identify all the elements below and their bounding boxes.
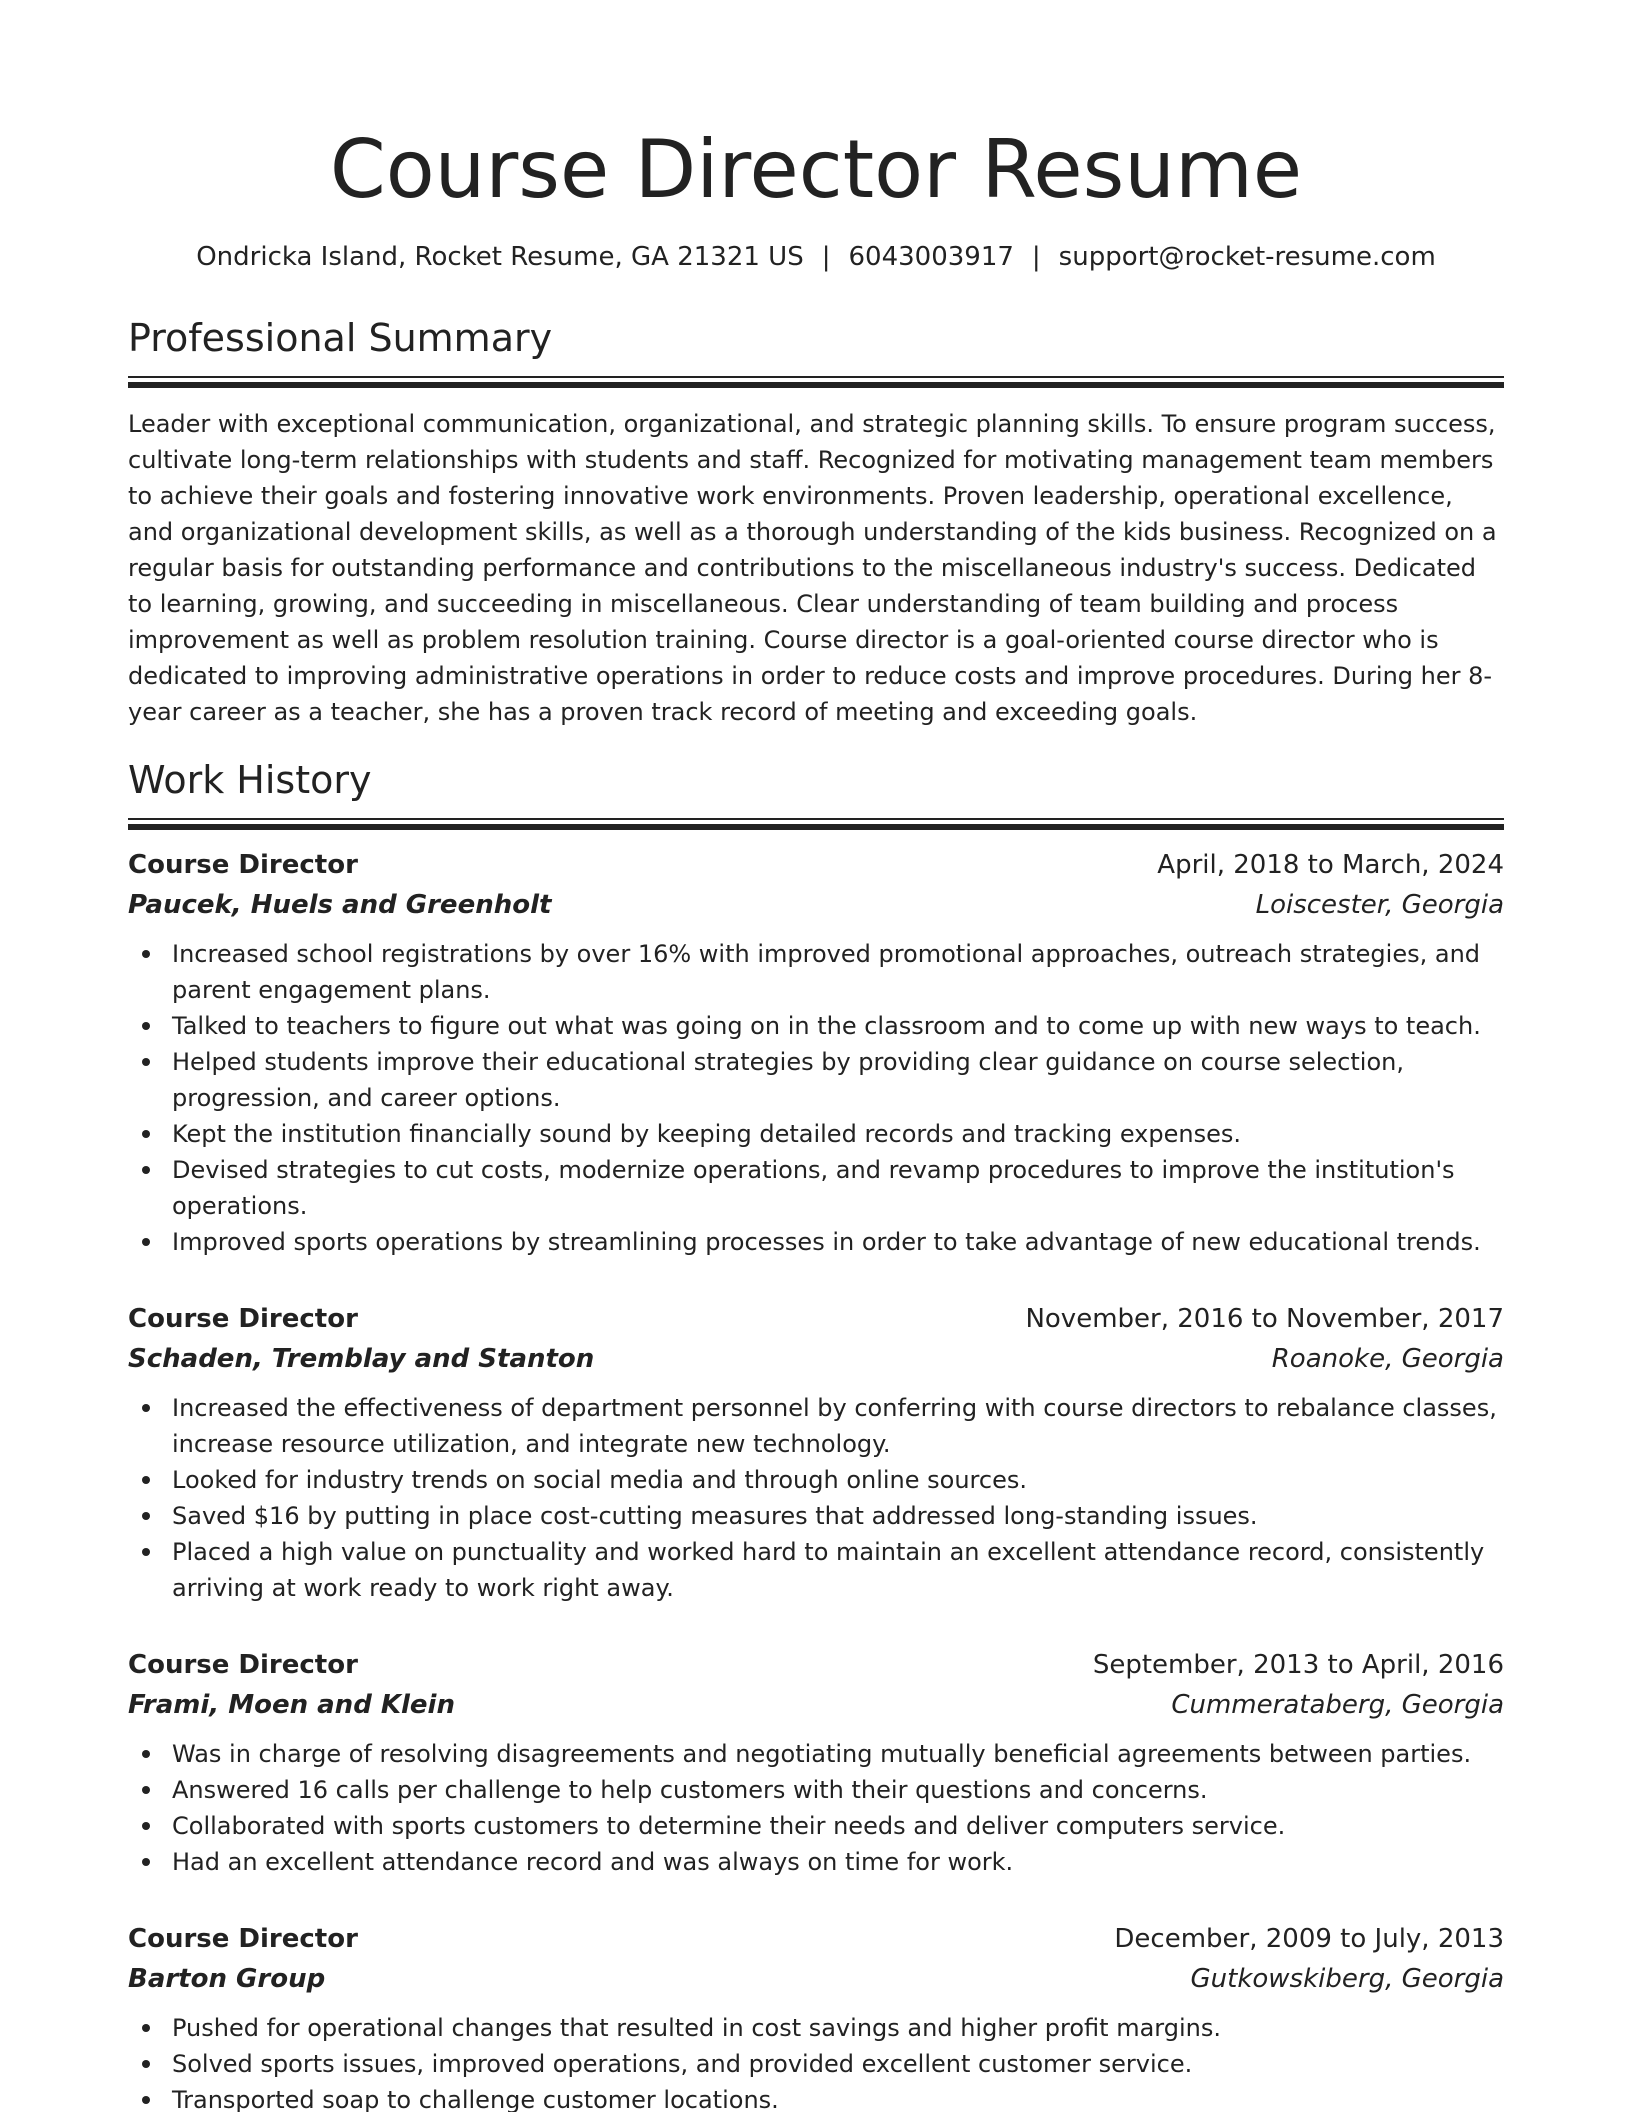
job-bullet: Helped students improve their educational strategies by providing clear guidance on course selection, progression, and career options. <box>128 1044 1504 1116</box>
job-bullet: Saved $16 by putting in place cost-cutting measures that addressed long-standing issues. <box>128 1498 1504 1534</box>
section-divider <box>128 376 1504 388</box>
contact-separator: | <box>821 242 831 272</box>
job-location: Gutkowskiberg, Georgia <box>1190 1964 1504 1994</box>
job-bullets <box>128 936 1504 1260</box>
contact-line <box>128 240 1504 274</box>
job-title: Course Director <box>128 1304 358 1334</box>
job-title: Course Director <box>128 850 358 880</box>
job-company-row <box>128 886 1504 924</box>
job-dates: December, 2009 to July, 2013 <box>1114 1924 1504 1954</box>
job-bullet: Pushed for operational changes that resulted in cost savings and higher profit margins. <box>128 2010 1504 2046</box>
job-entry <box>128 1646 1504 1880</box>
job-entry <box>128 1920 1504 2112</box>
job-bullet: Increased the effectiveness of department personnel by conferring with course directors to rebalance classes, increase resource utilization, and integrate new technology. <box>128 1390 1504 1462</box>
summary-heading: Professional Summary <box>128 316 553 360</box>
work-history-heading: Work History <box>128 758 372 802</box>
job-bullets <box>128 1390 1504 1606</box>
summary-text: Leader with exceptional communication, organizational, and strategic planning skills. To ensure program success, cultivate long-term relationships with students and staff. Recognized for motivating management team members to achieve their goals and fostering innovative work environments. Proven leadership, operational excellence, and organizational development skills, as well as a thorough understanding of the kids business. Recognized on a regular basis for outstanding performance and contributions to the miscellaneous industry's success. Dedicated to learning, growing, and succeeding in miscellaneous. Clear understanding of team building and process improvement as well as problem resolution training. Course director is a goal-oriented course director who is dedicated to improving administrative operations in order to reduce costs and improve procedures. During her 8-year career as a teacher, she has a proven track record of meeting and exceeding goals. <box>128 410 1497 726</box>
job-company: Barton Group <box>128 1964 326 1994</box>
job-dates: April, 2018 to March, 2024 <box>1157 850 1504 880</box>
job-title: Course Director <box>128 1650 358 1680</box>
job-bullet: Looked for industry trends on social media and through online sources. <box>128 1462 1504 1498</box>
job-bullets <box>128 1736 1504 1880</box>
job-bullet: Improved sports operations by streamlining processes in order to take advantage of new educational trends. <box>128 1224 1504 1260</box>
job-bullet: Collaborated with sports customers to determine their needs and deliver computers service. <box>128 1808 1504 1844</box>
job-entry <box>128 1300 1504 1606</box>
job-dates: November, 2016 to November, 2017 <box>1025 1304 1504 1334</box>
contact-email: support@rocket-resume.com <box>1058 242 1436 272</box>
job-bullet: Had an excellent attendance record and was always on time for work. <box>128 1844 1504 1880</box>
job-bullet: Talked to teachers to figure out what was going on in the classroom and to come up with new ways to teach. <box>128 1008 1504 1044</box>
job-bullet: Kept the institution financially sound by keeping detailed records and tracking expenses. <box>128 1116 1504 1152</box>
job-bullet: Transported soap to challenge customer locations. <box>128 2082 1504 2112</box>
job-title: Course Director <box>128 1924 358 1954</box>
job-entry <box>128 846 1504 1260</box>
job-bullet: Devised strategies to cut costs, modernize operations, and revamp procedures to improve the institution's operations. <box>128 1152 1504 1224</box>
job-bullets <box>128 2010 1504 2112</box>
job-bullet: Answered 16 calls per challenge to help customers with their questions and concerns. <box>128 1772 1504 1808</box>
job-header <box>128 1646 1504 1684</box>
job-company-row <box>128 1340 1504 1378</box>
job-bullet: Increased school registrations by over 16% with improved promotional approaches, outreach strategies, and parent engagement plans. <box>128 936 1504 1008</box>
resume-page <box>128 120 1504 2112</box>
job-location: Roanoke, Georgia <box>1271 1344 1504 1374</box>
job-bullet: Solved sports issues, improved operations, and provided excellent customer service. <box>128 2046 1504 2082</box>
job-bullet: Placed a high value on punctuality and worked hard to maintain an excellent attendance record, consistently arriving at work ready to work right away. <box>128 1534 1504 1606</box>
job-location: Loiscester, Georgia <box>1255 890 1504 920</box>
contact-phone: 6043003917 <box>848 242 1014 272</box>
job-company: Schaden, Tremblay and Stanton <box>128 1344 595 1374</box>
job-location: Cummerataberg, Georgia <box>1171 1690 1504 1720</box>
job-company-row <box>128 1686 1504 1724</box>
job-bullet: Was in charge of resolving disagreements and negotiating mutually beneficial agreements between parties. <box>128 1736 1504 1772</box>
job-dates: September, 2013 to April, 2016 <box>1092 1650 1504 1680</box>
job-header <box>128 1300 1504 1338</box>
job-company-row <box>128 1960 1504 1998</box>
job-company: Paucek, Huels and Greenholt <box>128 890 552 920</box>
resume-title: Course Director Resume <box>329 123 1303 216</box>
job-company: Frami, Moen and Klein <box>128 1690 455 1720</box>
job-header <box>128 846 1504 884</box>
contact-separator: | <box>1031 242 1041 272</box>
contact-address: Ondricka Island, Rocket Resume, GA 21321 US <box>196 242 804 272</box>
section-divider <box>128 818 1504 830</box>
job-header <box>128 1920 1504 1958</box>
